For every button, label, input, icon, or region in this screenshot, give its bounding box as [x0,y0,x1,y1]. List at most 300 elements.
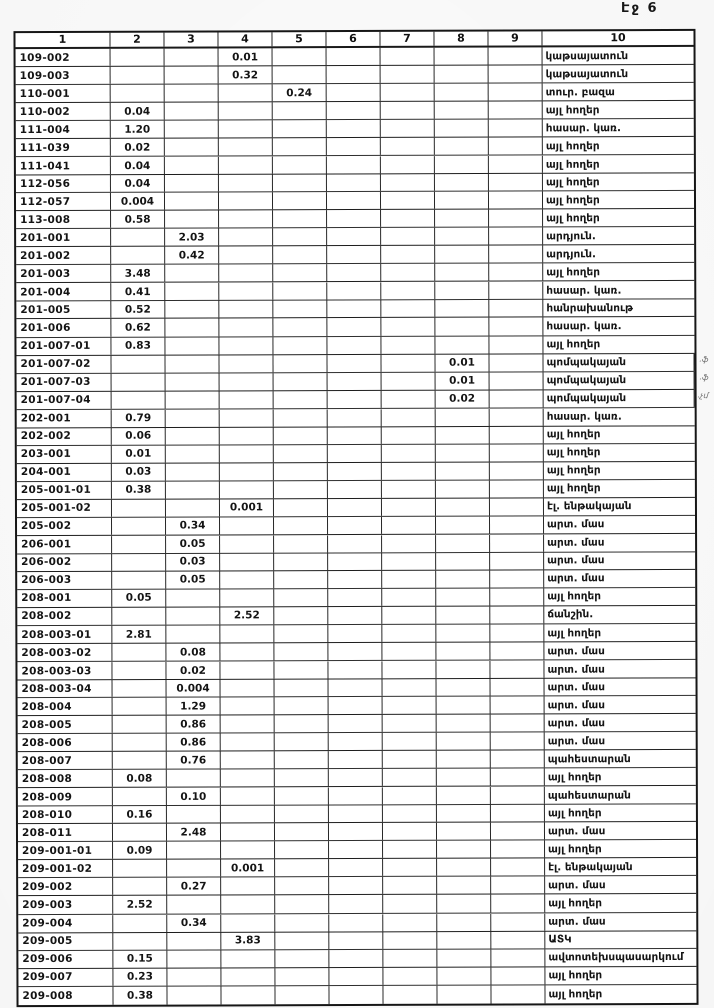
parcel-code: 201-007-02 [16,355,111,372]
area-value-cell [273,120,327,137]
table-row [16,119,694,139]
area-value-cell [113,788,167,805]
area-value-cell: 3.48 [111,265,165,282]
area-value-cell [381,66,435,83]
parcel-code: 201-007-04 [17,391,112,408]
area-value-cell [491,751,545,768]
area-value-cell [327,283,381,300]
parcel-code: 202-002 [17,427,112,444]
area-value-cell [165,48,219,65]
area-value-cell [328,427,382,444]
area-value-cell [435,120,489,137]
area-value-cell [490,606,544,623]
area-value-cell [436,625,490,642]
table-row [16,47,694,67]
land-use-label: այլ հողեր [546,266,600,279]
area-value-cell [166,463,220,480]
area-value-cell [273,138,327,155]
area-value-cell [220,463,274,480]
land-use-label: արդյուն. [546,248,596,261]
parcel-code: 110-002 [16,103,111,120]
parcel-code: 205-001-01 [17,482,112,499]
table-row [17,498,695,518]
land-use-label: կաթսայատուն [545,67,629,80]
area-value-cell [275,878,329,895]
area-value-cell [329,841,383,858]
area-value-cell: 0.09 [113,842,167,859]
area-value-cell [383,914,437,931]
area-value-cell [165,193,219,210]
land-use-label: հասար. կառ. [546,410,622,423]
area-value-cell [219,301,273,318]
area-value-cell [221,715,275,732]
area-value-cell [436,516,490,533]
area-value-cell [165,66,219,83]
area-value-cell [381,210,435,227]
area-value-cell [112,499,166,516]
area-value-cell [383,967,437,984]
area-value-cell [491,895,545,912]
parcel-code: 201-002 [16,247,111,264]
land-parcel-table [13,29,710,1007]
area-value-cell [221,751,275,768]
land-use-label: այլ հողեր [545,103,600,117]
area-value-cell [275,968,329,985]
parcel-code: 208-007 [18,752,113,769]
area-value-cell [275,896,329,913]
area-value-cell [383,859,437,876]
area-value-cell [491,787,545,804]
land-use-label: հասար. կառ. [546,284,622,297]
area-value-cell [273,102,327,119]
area-value-cell [113,824,167,841]
area-value-cell [113,680,167,697]
area-value-cell [274,391,328,408]
parcel-code: 206-003 [17,572,112,589]
table-row [17,642,695,662]
area-value-cell [275,805,329,822]
table-row [18,876,696,896]
land-use-label: այլ հողեր [547,807,602,820]
land-use-label: այլ հողեր [546,338,601,351]
table-row [17,570,695,590]
area-value-cell: 0.01 [112,445,166,462]
area-value-cell [165,211,219,228]
parcel-code: 209-007 [18,968,113,985]
handwritten-margin-mark: .չմ [697,389,710,401]
area-value-cell [437,859,491,876]
area-value-cell [381,300,435,317]
table-row [17,552,695,572]
handwritten-margin-mark: .ֆ [699,372,709,382]
area-value-cell [383,751,437,768]
area-value-cell [166,481,220,498]
area-value-cell [491,733,545,750]
area-value-cell [383,679,437,696]
table-row [16,335,694,355]
area-value-cell [327,264,381,281]
area-value-cell [329,859,383,876]
area-value-cell [491,769,545,786]
area-value-cell [329,769,383,786]
land-use-label: պոմպակայան [543,353,694,371]
area-value-cell [435,246,489,263]
area-value-cell [381,102,435,119]
area-value-cell [220,589,274,606]
area-value-cell: 0.76 [167,752,221,769]
area-value-cell [221,679,275,696]
table-row [18,696,696,716]
area-value-cell [383,715,437,732]
parcel-code: 111-004 [16,121,111,138]
area-value-cell: 0.16 [113,806,167,823]
land-use-label: արտ. մաս [547,825,606,838]
area-value-cell [221,733,275,750]
area-value-cell [327,246,381,263]
area-value-cell [491,913,545,930]
area-value-cell: 0.02 [436,390,490,407]
area-value-cell [165,301,219,318]
area-value-cell [437,967,491,984]
table-row [17,371,709,391]
area-value-cell: 0.62 [111,319,165,336]
area-value-cell [328,571,382,588]
area-value-cell [329,788,383,805]
area-value-cell [273,355,327,372]
area-value-cell [273,264,327,281]
area-value-cell: 2.52 [220,607,274,624]
area-value-cell [274,427,328,444]
area-value-cell [113,734,167,751]
area-value-cell [435,192,489,209]
area-value-cell [489,300,543,317]
table-row [16,65,694,85]
area-value-cell [274,481,328,498]
area-value-cell [491,949,545,966]
area-value-cell [382,462,436,479]
area-value-cell [491,697,545,714]
parcel-code: 201-006 [16,319,111,336]
area-value-cell [437,769,491,786]
parcel-code: 208-001 [17,590,112,607]
area-value-cell [220,481,274,498]
area-value-cell [435,336,489,353]
area-value-cell: 0.34 [167,914,221,931]
area-value-cell [437,823,491,840]
parcel-code: 208-003-01 [17,626,112,643]
area-value-cell [220,553,274,570]
area-value-cell [436,570,490,587]
table-row [17,426,695,446]
area-value-cell [112,644,166,661]
area-value-cell [491,931,545,948]
parcel-code: 201-007-03 [17,373,112,390]
area-value-cell [220,517,274,534]
area-value-cell [381,336,435,353]
area-value-cell [489,246,543,263]
area-value-cell [437,805,491,822]
area-value-cell [219,337,273,354]
area-value-cell [491,823,545,840]
parcel-code: 201-005 [16,301,111,318]
land-use-label: այլ հողեր [546,212,600,225]
area-value-cell [381,192,435,209]
area-value-cell [166,409,220,426]
area-value-cell [327,120,381,137]
area-value-cell [382,571,436,588]
area-value-cell: 0.08 [166,643,220,660]
land-use-label: կաթսայատուն [545,49,629,62]
table-row [18,985,696,1005]
table-row [18,732,696,752]
area-value-cell [437,787,491,804]
parcel-code: 112-056 [16,175,111,192]
area-value-cell [167,986,221,1004]
area-value-cell [273,48,327,65]
area-value-cell [381,318,435,335]
land-use-label: արտ. մաս [547,536,605,550]
area-value-cell [219,229,273,246]
parcel-code: 208-006 [18,734,113,751]
area-value-cell [166,625,220,642]
table-row [17,624,695,644]
land-use-label: այլ հողեր [547,590,602,603]
area-value-cell [220,662,274,679]
area-value-cell [221,950,275,967]
area-value-cell [165,283,219,300]
parcel-code: 208-003-03 [17,662,112,679]
area-value-cell [381,354,435,371]
parcel-code: 201-001 [16,229,111,246]
area-value-cell [382,625,436,642]
area-value-cell [220,571,274,588]
area-value-cell [491,967,545,984]
area-value-cell [113,878,167,895]
area-value-cell [327,84,381,101]
area-value-cell [491,985,545,1003]
area-value-cell [274,445,328,462]
area-value-cell [437,715,491,732]
area-value-cell [274,409,328,426]
area-value-cell [273,283,327,300]
area-value-cell [221,788,275,805]
area-value-cell: 0.79 [112,410,166,427]
area-value-cell [383,877,437,894]
area-value-cell [273,192,327,209]
area-value-cell: 0.10 [167,788,221,805]
area-value-cell: 0.34 [166,517,220,534]
parcel-code: 111-041 [16,157,111,174]
land-use-label: այլ հողեր [545,193,600,207]
area-value-cell [328,661,382,678]
land-use-label: այլ հողեր [548,897,602,910]
parcel-code: 206-002 [17,554,112,571]
table-row [16,353,709,373]
land-use-label: այլ հողեր [545,139,600,153]
parcel-code: 109-003 [16,67,111,84]
area-value-cell [327,336,381,353]
area-value-cell [381,264,435,281]
parcel-code: 203-001 [17,445,112,462]
area-value-cell [328,625,382,642]
area-value-cell [381,84,435,101]
area-value-cell [274,499,328,516]
area-value-cell [167,770,221,787]
area-value-cell [167,950,221,967]
area-value-cell [329,968,383,985]
area-value-cell [490,588,544,605]
area-value-cell [221,896,275,913]
parcel-code: 209-006 [18,950,113,967]
area-value-cell [382,661,436,678]
handwritten-margin-mark: .ֆ [699,354,709,364]
area-value-cell [275,715,329,732]
area-value-cell [165,355,219,372]
area-value-cell: 0.08 [113,770,167,787]
area-value-cell [383,733,437,750]
area-value-cell [490,498,544,515]
table-row [16,245,694,265]
area-value-cell [383,931,437,948]
table-row [17,480,695,500]
area-value-cell [220,391,274,408]
column-header: 6 [326,32,380,46]
area-value-cell [327,66,381,83]
area-value-cell [437,733,491,750]
area-value-cell [273,157,327,174]
area-value-cell [274,662,328,679]
area-value-cell [436,552,490,569]
land-use-label: այլ հողեր [546,428,601,441]
column-header: 8 [434,32,488,46]
table-row [17,389,710,410]
area-value-cell [437,841,491,858]
area-value-cell [489,228,543,245]
parcel-code: 112-057 [16,193,111,210]
parcel-code: 111-039 [16,139,111,156]
area-value-cell [112,373,166,390]
area-value-cell [328,391,382,408]
area-value-cell [329,823,383,840]
area-value-cell [275,986,329,1004]
area-value-cell [490,426,544,443]
land-use-label: հասար. կառ. [546,320,622,333]
area-value-cell [219,247,273,264]
area-value-cell [327,210,381,227]
area-value-cell [435,228,489,245]
area-value-cell [166,427,220,444]
area-value-cell [327,318,381,335]
area-value-cell: 0.52 [111,301,165,318]
area-value-cell [436,589,490,606]
area-value-cell [381,283,435,300]
area-value-cell [328,643,382,660]
area-value-cell: 0.38 [112,481,166,498]
area-value-cell [327,138,381,155]
area-value-cell [274,625,328,642]
land-use-label: այլ հողեր [547,770,602,784]
area-value-cell [166,499,220,516]
area-value-cell [113,860,167,877]
area-value-cell [490,516,544,533]
area-value-cell: 0.23 [113,968,167,985]
table-row [16,191,694,211]
area-value-cell [435,138,489,155]
area-value-cell [490,661,544,678]
area-value-cell [275,841,329,858]
area-value-cell [113,698,167,715]
area-value-cell [329,679,383,696]
area-value-cell [112,662,166,679]
area-value-cell [435,264,489,281]
area-value-cell [328,463,382,480]
parcel-code: 209-002 [18,878,113,895]
area-value-cell [112,608,166,625]
area-value-cell [383,823,437,840]
area-value-cell [273,174,327,191]
area-value-cell [490,390,544,407]
area-value-cell [275,950,329,967]
area-value-cell [435,282,489,299]
area-value-cell: 0.004 [167,680,221,697]
area-value-cell [328,607,382,624]
area-value-cell [219,211,273,228]
area-value-cell [112,553,166,570]
area-value-cell [221,806,275,823]
area-value-cell [221,824,275,841]
table-row [16,83,694,103]
area-value-cell [167,860,221,877]
land-use-label: էլ. ենթակայան [548,861,633,874]
table-row [16,101,694,121]
area-value-cell [219,283,273,300]
area-value-cell [113,716,167,733]
area-value-cell: 0.03 [166,553,220,570]
area-value-cell [221,697,275,714]
land-use-label: էլ. ենթակայան [546,500,632,513]
parcel-code: 209-001-02 [18,860,113,877]
land-use-label: արտ. մաս [547,644,605,657]
area-value-cell [275,859,329,876]
area-value-cell [165,84,219,101]
area-value-cell [219,265,273,282]
area-value-cell: 0.06 [112,427,166,444]
area-value-cell [219,120,273,137]
area-value-cell [221,968,275,985]
area-value-cell [111,355,165,372]
area-value-cell: 0.86 [167,734,221,751]
table-row [17,588,695,608]
area-value-cell [383,949,437,966]
area-value-cell [327,157,381,174]
area-value-cell [274,535,328,552]
area-value-cell [273,301,327,318]
area-value-cell: 1.29 [167,698,221,715]
area-value-cell [383,805,437,822]
area-value-cell: 0.05 [166,536,220,553]
area-value-cell [219,102,273,119]
area-value-cell [490,444,544,461]
land-use-label: արդյուն. [546,230,596,243]
area-value-cell [435,156,489,173]
area-value-cell: 0.32 [219,66,273,83]
table-row [17,606,695,626]
area-value-cell [111,49,165,66]
area-value-cell [490,552,544,569]
area-value-cell [328,372,382,389]
area-value-cell [327,102,381,119]
area-value-cell [436,480,490,497]
